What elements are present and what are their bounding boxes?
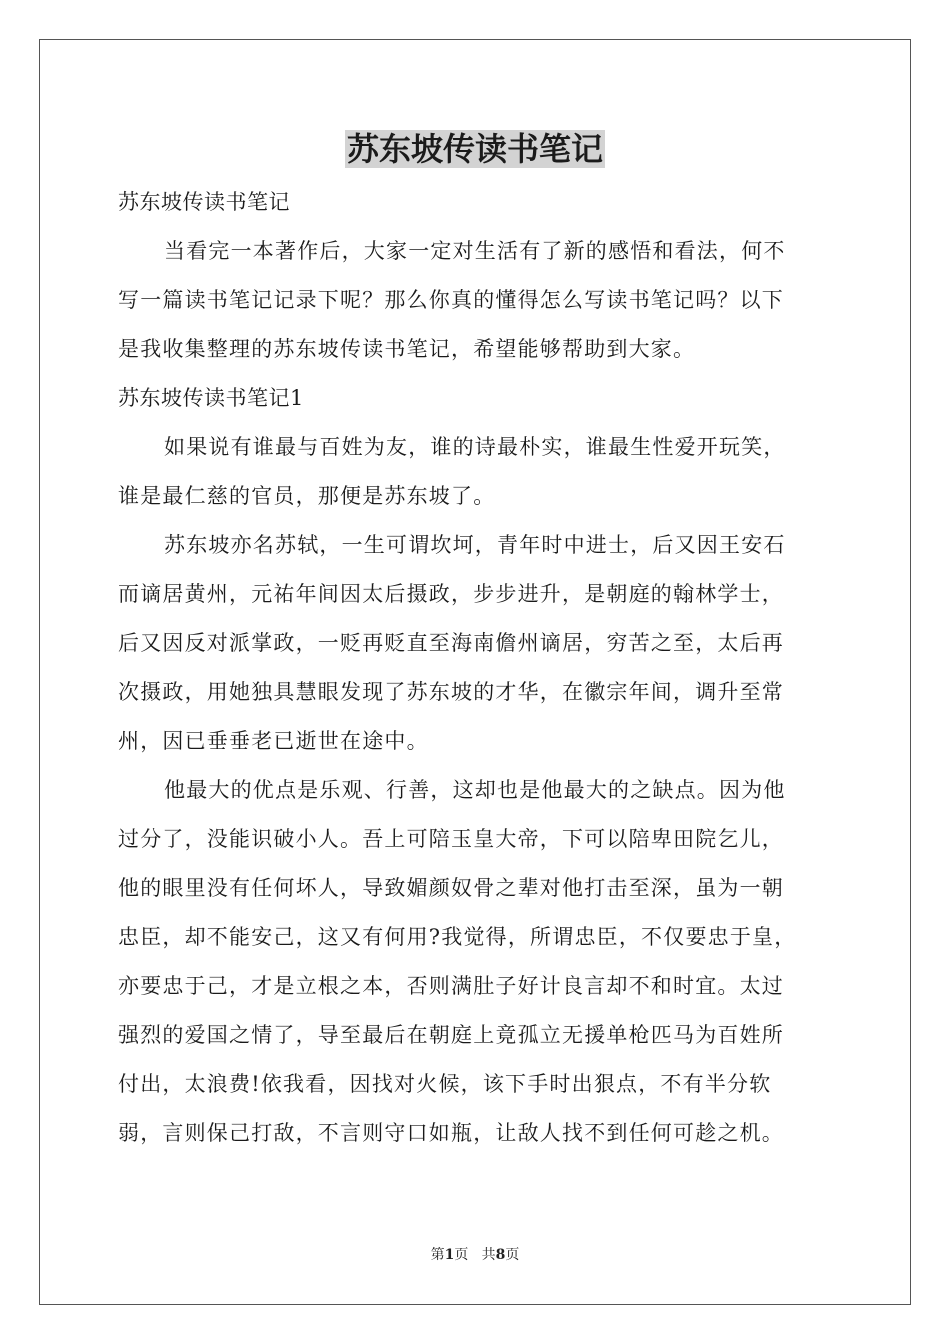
paragraph-line: 弱，言则保己打敌，不言则守口如瓶，让敌人找不到任何可趁之机。 [118,1121,784,1145]
page-suffix: 页 [454,1247,469,1263]
document-subtitle: 苏东坡传读书笔记 [118,190,290,214]
paragraph-line: 忠臣，却不能安己，这又有何用?我觉得，所谓忠臣，不仅要忠于皇， [118,925,797,949]
page-footer [0,1245,950,1265]
document-body [118,178,838,1158]
page-prefix: 第 [430,1247,445,1263]
document-title-text: 苏东坡传读书笔记 [346,130,603,168]
paragraph-1 [118,423,838,521]
intro-paragraph [118,227,838,374]
page-number: 1 [444,1247,455,1263]
total-pages: 8 [495,1247,506,1263]
paragraph-line: 他的眼里没有任何坏人，导致媚颜奴骨之辈对他打击至深，虽为一朝 [118,876,784,900]
total-prefix: 共 [481,1247,496,1263]
paragraph-line: 写一篇读书笔记记录下呢？那么你真的懂得怎么写读书笔记吗？以下 [118,288,784,312]
section-heading: 苏东坡传读书笔记1 [118,386,304,410]
paragraph-line: 付出，太浪费!依我看，因找对火候，该下手时出狠点，不有半分软 [118,1072,772,1096]
paragraph-2 [118,521,838,766]
paragraph-line: 他最大的优点是乐观、行善，这却也是他最大的之缺点。因为他 [164,778,786,802]
paragraph-line: 后又因反对派掌政，一贬再贬直至海南儋州谪居，穷苦之至，太后再 [118,631,784,655]
paragraph-line: 苏东坡亦名苏轼，一生可谓坎坷，青年时中进士，后又因王安石 [164,533,786,557]
paragraph-line: 过分了，没能识破小人。吾上可陪玉皇大帝，下可以陪卑田院乞儿， [118,827,784,851]
paragraph-line: 如果说有谁最与百姓为友，谁的诗最朴实，谁最生性爱开玩笑， [164,435,786,459]
document-title [0,124,950,174]
paragraph-line: 强烈的爱国之情了，导至最后在朝庭上竟孤立无援单枪匹马为百姓所 [118,1023,784,1047]
paragraph-line: 州，因已垂垂老已逝世在途中。 [118,729,429,753]
total-suffix: 页 [505,1247,520,1263]
paragraph-line: 当看完一本著作后，大家一定对生活有了新的感悟和看法，何不 [164,239,786,263]
paragraph-line: 而谪居黄州，元祐年间因太后摄政，步步进升，是朝庭的翰林学士， [118,582,784,606]
paragraph-3 [118,766,838,1158]
paragraph-line: 是我收集整理的苏东坡传读书笔记，希望能够帮助到大家。 [118,337,696,361]
paragraph-line: 次摄政，用她独具慧眼发现了苏东坡的才华，在徽宗年间，调升至常 [118,680,784,704]
paragraph-line: 谁是最仁慈的官员，那便是苏东坡了。 [118,484,496,508]
paragraph-line: 亦要忠于己，才是立根之本，否则满肚子好计良言却不和时宜。太过 [118,974,784,998]
